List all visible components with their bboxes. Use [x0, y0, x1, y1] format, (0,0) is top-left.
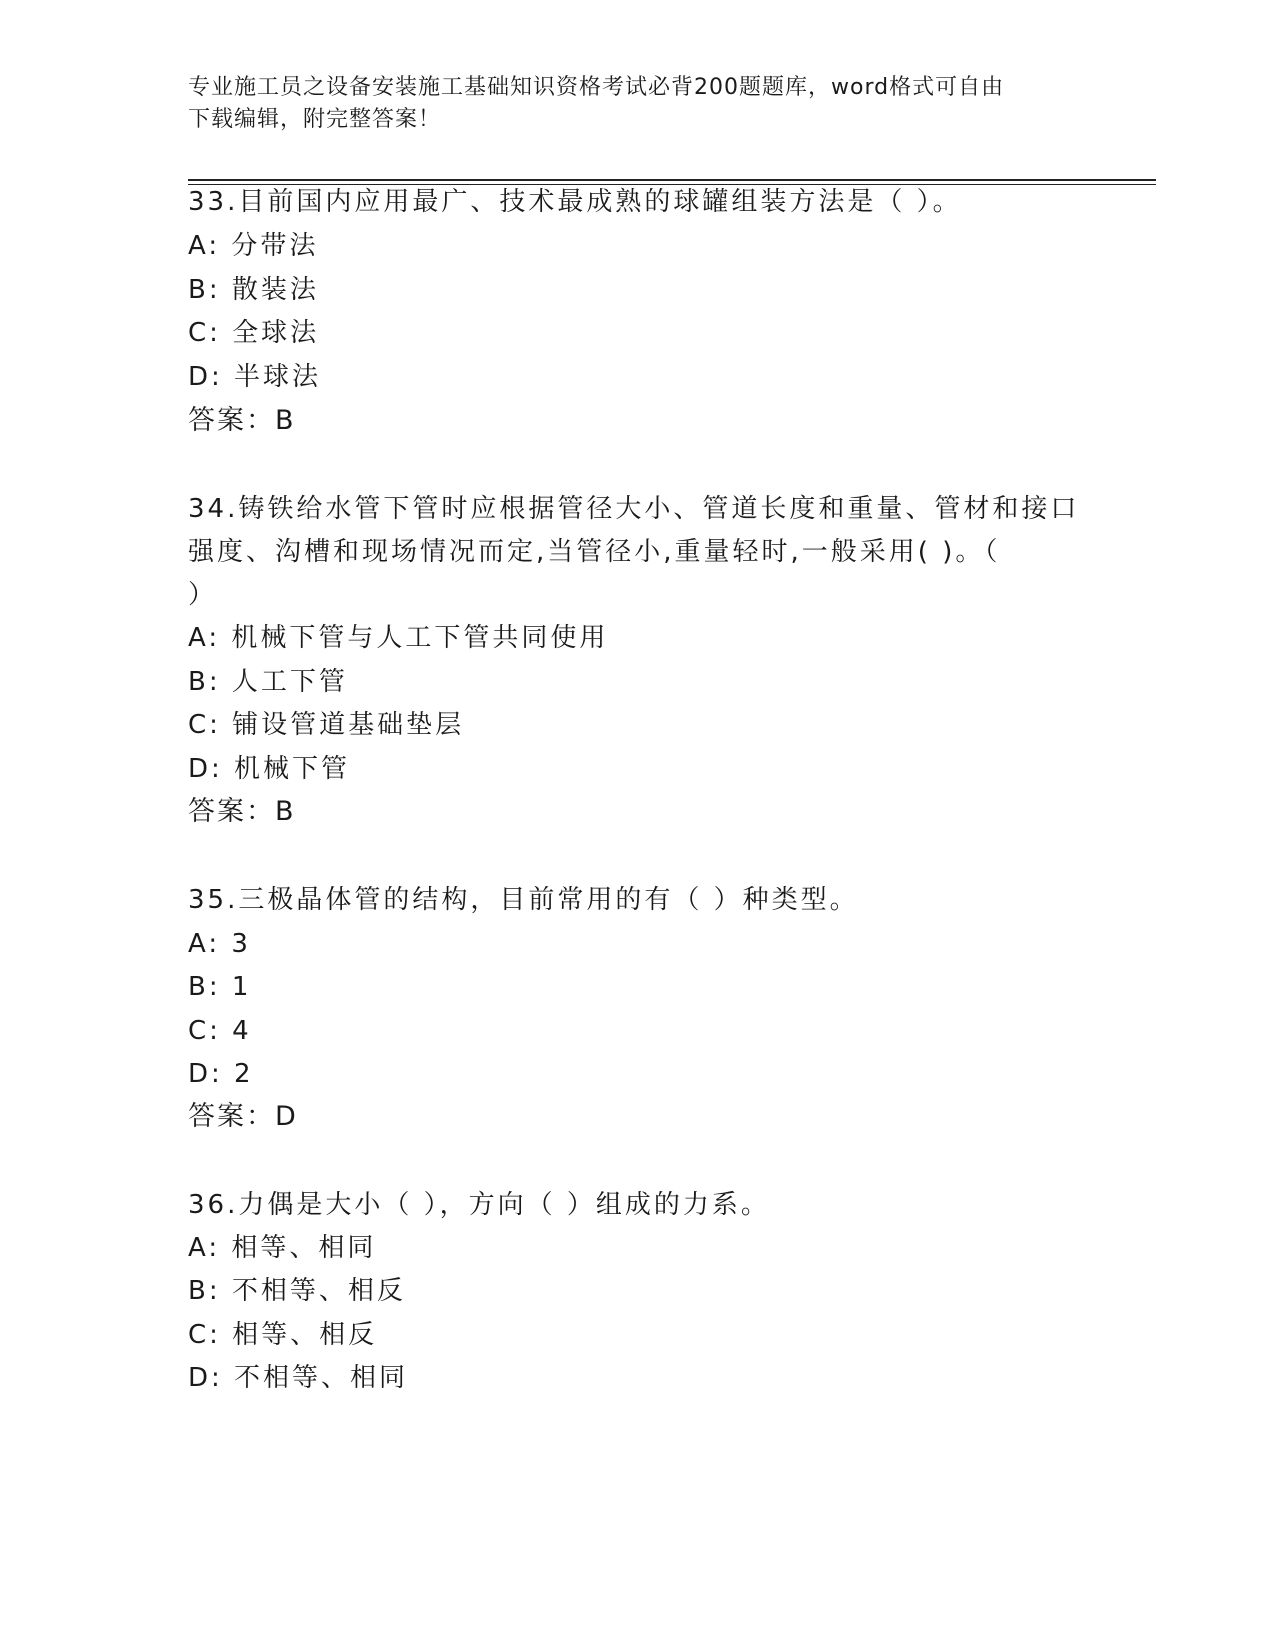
- header-divider-thin: [188, 184, 1156, 185]
- question-34-option-d: D: 机械下管: [188, 754, 351, 784]
- question-33-option-b: B: 散装法: [188, 275, 319, 305]
- question-33-option-a: A: 分带法: [188, 231, 319, 261]
- header-line-2: 下载编辑，附完整答案！: [188, 107, 442, 132]
- question-34-option-a: A: 机械下管与人工下管共同使用: [188, 623, 609, 653]
- question-34-text-line-3: ）: [188, 580, 218, 610]
- question-33-option-c: C: 全球法: [188, 318, 320, 348]
- question-34-answer: 答案：B: [188, 796, 296, 827]
- question-34-text-line-1: 34.铸铁给水管下管时应根据管径大小、管道长度和重量、管材和接口: [188, 494, 1080, 524]
- question-35-answer: 答案：D: [188, 1101, 298, 1132]
- question-34-option-c: C: 铺设管道基础垫层: [188, 710, 465, 740]
- header-divider-thick: [188, 179, 1156, 181]
- question-36-option-b: B: 不相等、相反: [188, 1276, 406, 1306]
- question-35-text: 35.三极晶体管的结构，目前常用的有（ ）种类型。: [188, 885, 859, 915]
- document-header: [188, 72, 1068, 136]
- question-35-option-c: C: 4: [188, 1016, 252, 1046]
- question-36-option-c: C: 相等、相反: [188, 1320, 378, 1350]
- question-33-text: 33.目前国内应用最广、技术最成熟的球罐组装方法是（ ）。: [188, 187, 962, 217]
- header-line-1: 专业施工员之设备安装施工基础知识资格考试必背200题题库，word格式可自由: [188, 75, 1005, 100]
- question-34-text-line-2: 强度、沟槽和现场情况而定,当管径小,重量轻时,一般采用( )。（: [188, 537, 1001, 567]
- question-33-answer: 答案：B: [188, 405, 296, 436]
- question-33-option-d: D: 半球法: [188, 362, 322, 392]
- question-35-option-b: B: 1: [188, 972, 252, 1002]
- question-36-text: 36.力偶是大小（ ），方向（ ）组成的力系。: [188, 1190, 770, 1220]
- question-35-option-d: D: 2: [188, 1059, 254, 1089]
- question-34-option-b: B: 人工下管: [188, 667, 348, 697]
- question-35-option-a: A: 3: [188, 929, 251, 959]
- question-36-option-d: D: 不相等、相同: [188, 1363, 409, 1393]
- question-36-option-a: A: 相等、相同: [188, 1233, 377, 1263]
